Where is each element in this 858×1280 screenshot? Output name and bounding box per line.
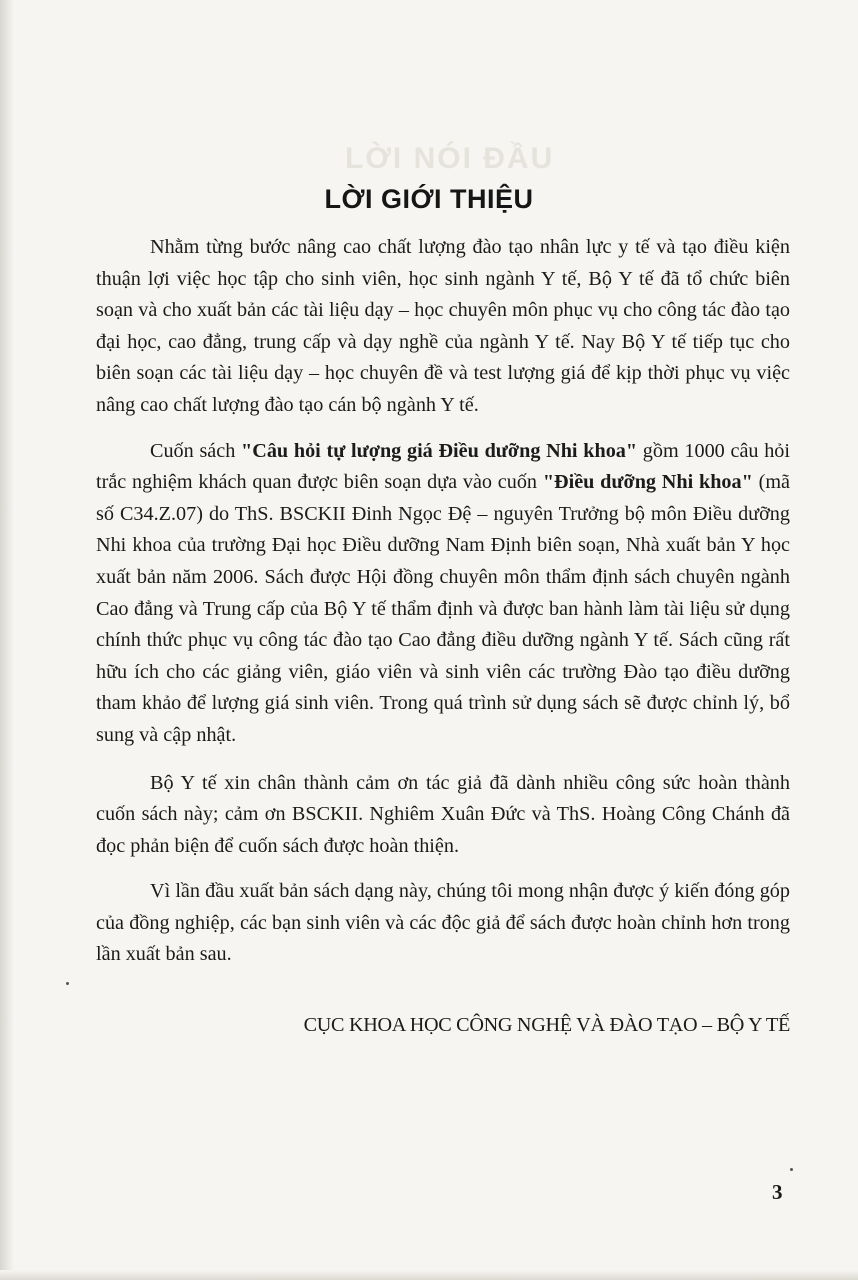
paragraph-2-part-3: (mã số C34.Z.07) do ThS. BSCKII Đinh Ngọc Đệ – nguyên Trưởng bộ môn Điều dưỡng Nhi khoa của trường Đại học Điều dưỡng Nam Định biên soạn, Nhà xuất bản Y học xuất bản năm 2006. Sách được Hội đồng chuyên môn thẩm định sách chuyên ngành Cao đẳng và Trung cấp của Bộ Y tế thẩm định và được ban hành làm tài liệu sử dụng chính thức phục vụ công tác đào tạo Cao đẳng điều dưỡng ngành Y tế. Sách cũng rất hữu ích cho các giảng viên, giáo viên và sinh viên các trường Đào tạo điều dưỡng tham khảo để lượng giá sinh viên. Trong quá trình sử dụng sách sẽ được chỉnh lý, bổ sung và cập nhật.: [96, 471, 790, 746]
page-number: 3: [772, 1180, 783, 1204]
body-text: [96, 232, 790, 985]
paragraph-2-part-2: gồm 1000 câu hỏi trắc nghiệm khách quan được biên soạn dựa vào cuốn: [96, 439, 791, 494]
paragraph-3: Bộ Y tế xin chân thành cảm ơn tác giả đã dành nhiều công sức hoàn thành cuốn sách này; cảm ơn BSCKII. Nghiêm Xuân Đức và ThS. Hoàng Công Chánh đã đọc phản biện để cuốn sách được hoàn thiện.: [96, 771, 790, 857]
page-title: LỜI GIỚI THIỆU: [324, 184, 534, 214]
ink-speck: [66, 982, 69, 985]
page-bottom-shadow: [0, 1270, 858, 1280]
paragraph-1: Nhằm từng bước nâng cao chất lượng đào tạo nhân lực y tế và tạo điều kiện thuận lợi việc học tập cho sinh viên, học sinh ngành Y tế, Bộ Y tế đã tổ chức biên soạn và cho xuất bản các tài liệu dạy – học chuyên môn phục vụ cho công tác đào tạo đại học, cao đẳng, trung cấp và dạy nghề của ngành Y tế. Nay Bộ Y tế tiếp tục cho biên soạn các tài liệu dạy – học chuyên đề và test lượng giá để kịp thời phục vụ việc nâng cao chất lượng đào tạo cán bộ ngành Y tế.: [96, 236, 790, 416]
ink-speck: [790, 1168, 793, 1171]
source-book-title: "Điều dưỡng Nhi khoa": [542, 471, 753, 494]
signature-line: CỤC KHOA HỌC CÔNG NGHỆ VÀ ĐÀO TẠO – BỘ Y TẾ: [303, 1014, 790, 1036]
paragraph-2: [96, 436, 790, 752]
paragraph-2-part-1: Cuốn sách: [150, 439, 242, 462]
book-title: "Câu hỏi tự lượng giá Điều dưỡng Nhi khoa": [241, 439, 638, 462]
paragraph-4: Vì lần đầu xuất bản sách dạng này, chúng tôi mong nhận được ý kiến đóng góp của đồng nghiệp, các bạn sinh viên và các độc giả để sách được hoàn chỉnh hơn trong lần xuất bản sau.: [96, 880, 790, 966]
bleed-through-heading: LỜI NÓI ĐẦU: [345, 142, 555, 175]
